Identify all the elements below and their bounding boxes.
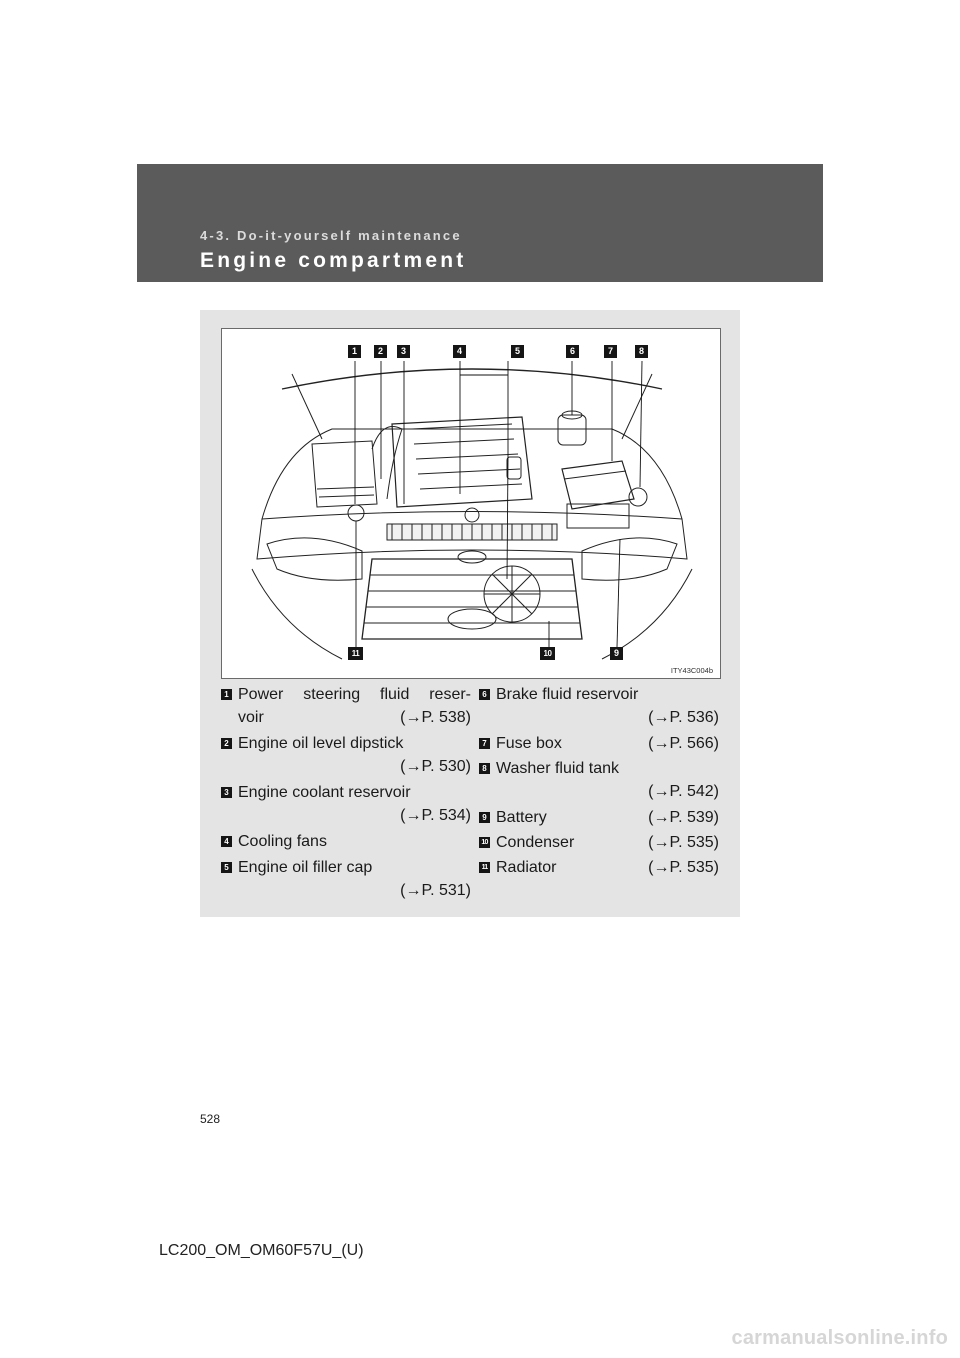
legend-ref-3: (→P. 534): [400, 807, 471, 824]
callout-1: 1: [348, 345, 361, 358]
legend-label-1e: voir: [238, 709, 264, 726]
legend-label-1d: reser-: [429, 686, 471, 703]
legend-right-column: [479, 683, 719, 879]
legend-item-7: [479, 732, 719, 755]
callout-10: 10: [540, 647, 555, 660]
legend-badge-10: 10: [479, 837, 490, 848]
legend-item-1: [221, 683, 471, 729]
engine-drawing: [222, 329, 721, 679]
legend-item-9: [479, 806, 719, 829]
callout-6: 6: [566, 345, 579, 358]
legend-label-5: Engine oil filler cap: [238, 859, 373, 876]
legend-label-2: Engine oil level dipstick: [238, 735, 404, 752]
legend-badge-8: 8: [479, 763, 490, 774]
legend-badge-11: 11: [479, 862, 490, 873]
legend-item-4: [221, 830, 471, 853]
legend-ref-9: (→P. 539): [648, 809, 719, 826]
legend-label-6: Brake fluid reservoir: [496, 686, 639, 703]
callout-3: 3: [397, 345, 410, 358]
callout-11: 11: [348, 647, 363, 660]
legend-badge-3: 3: [221, 787, 232, 798]
section-label: 4-3. Do-it-yourself maintenance: [200, 228, 462, 243]
legend-item-2: [221, 732, 471, 778]
callout-2: 2: [374, 345, 387, 358]
watermark: carmanualsonline.info: [731, 1327, 948, 1349]
legend-item-3: [221, 781, 471, 827]
engine-illustration: [221, 328, 721, 679]
legend-ref-8: (→P. 542): [648, 783, 719, 800]
legend-ref-7: (→P. 566): [648, 735, 719, 752]
legend-label-1a: Power: [238, 686, 284, 703]
legend-ref-1: (→P. 538): [400, 709, 471, 726]
callout-8: 8: [635, 345, 648, 358]
legend-badge-4: 4: [221, 836, 232, 847]
legend-ref-2: (→P. 530): [400, 758, 471, 775]
legend-label-4: Cooling fans: [238, 833, 327, 850]
legend-ref-5: (→P. 531): [400, 882, 471, 899]
legend-ref-6: (→P. 536): [648, 709, 719, 726]
legend-label-1b: steering: [303, 686, 361, 703]
legend-label-10: Condenser: [496, 834, 575, 851]
callout-9: 9: [610, 647, 623, 660]
callout-4: 4: [453, 345, 466, 358]
legend-label-1c: fluid: [380, 686, 410, 703]
callout-7: 7: [604, 345, 617, 358]
legend-label-8: Washer fluid tank: [496, 760, 620, 777]
legend-ref-11: (→P. 535): [648, 859, 719, 876]
page-title: Engine compartment: [200, 249, 467, 272]
legend-left-column: [221, 683, 471, 902]
legend-badge-2: 2: [221, 738, 232, 749]
legend-label-9: Battery: [496, 809, 547, 826]
callout-5: 5: [511, 345, 524, 358]
legend-item-10: [479, 831, 719, 854]
legend-item-5: [221, 856, 471, 902]
legend-item-8: [479, 757, 719, 803]
legend-item-11: [479, 856, 719, 879]
legend-badge-5: 5: [221, 862, 232, 873]
figure-code: ITY43C004b: [670, 666, 713, 675]
legend-label-7: Fuse box: [496, 735, 562, 752]
legend-badge-6: 6: [479, 689, 490, 700]
document-code: LC200_OM_OM60F57U_(U): [159, 1242, 364, 1259]
legend-label-11: Radiator: [496, 859, 557, 876]
legend-badge-1: 1: [221, 689, 232, 700]
page-number: 528: [200, 1112, 221, 1126]
legend-item-6: [479, 683, 719, 729]
legend-badge-9: 9: [479, 812, 490, 823]
legend-badge-7: 7: [479, 738, 490, 749]
legend-label-3: Engine coolant reservoir: [238, 784, 411, 801]
legend-ref-10: (→P. 535): [648, 834, 719, 851]
